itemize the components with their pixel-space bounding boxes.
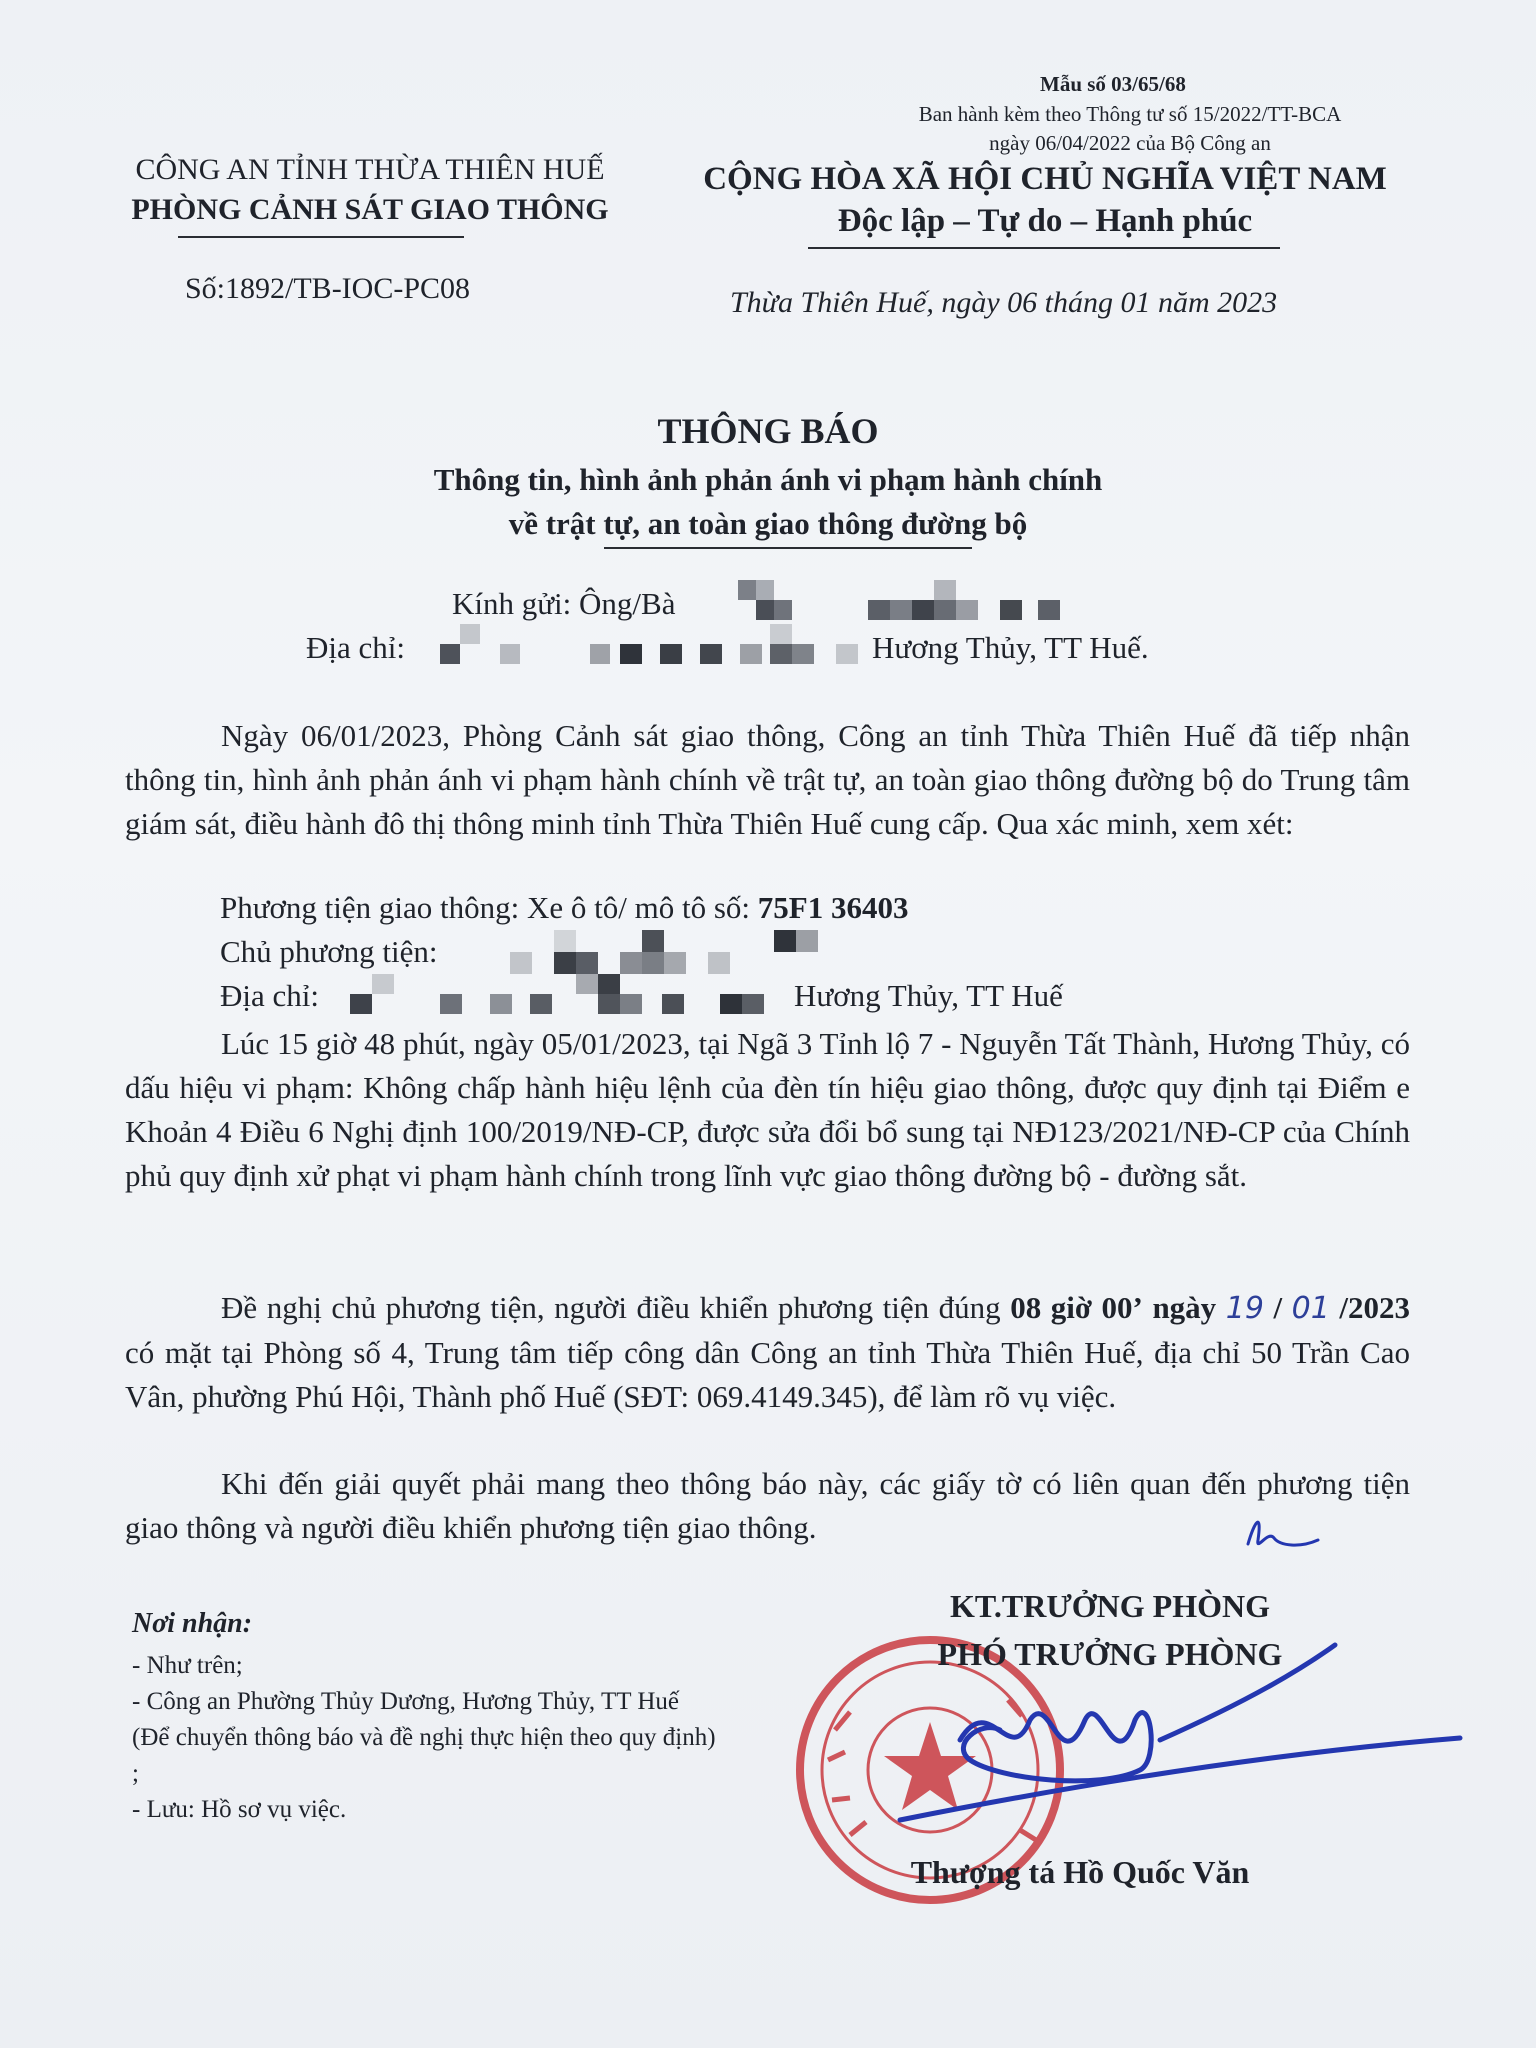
document-number: Số:1892/TB-IOC-PC08 (185, 272, 471, 305)
owner-label: Chủ phương tiện: (220, 934, 438, 969)
nation-name: CỘNG HÒA XÃ HỘI CHỦ NGHĨA VIỆT NAM (703, 161, 1387, 197)
greeting-label: Kính gửi: Ông/Bà (452, 586, 676, 621)
handwritten-initial-mark (1248, 1522, 1318, 1545)
vehicle-label: Phương tiện giao thông: Xe ô tô/ mô tô số: (220, 890, 758, 925)
form-code: Mẫu số 03/65/68 (1040, 72, 1186, 96)
document-title: THÔNG BÁO (657, 411, 879, 451)
national-motto: Độc lập – Tự do – Hạnh phúc (837, 203, 1253, 239)
form-issued-line-2: ngày 06/04/2022 của Bộ Công an (989, 131, 1271, 155)
paragraph-requirements: Khi đến giải quyết phải mang theo thông báo này, các giấy tờ có liên quan đến phương tiện giao thông và người điều khiển phương tiện giao thông. (125, 1466, 1410, 1545)
recipient-item-2: - Công an Phường Thủy Dương, Hương Thủy, TT Huế (Để chuyển thông báo và đề nghị thực hiện theo quy định) ; (132, 1688, 716, 1787)
summons-date-separator: / (1273, 1290, 1283, 1325)
owner-address-visible-part: Hương Thủy, TT Huế (794, 978, 1063, 1013)
summons-year: /2023 (1339, 1290, 1410, 1325)
subtitle-line-1: Thông tin, hình ảnh phản ánh vi phạm hành chính (433, 462, 1103, 497)
place-and-date: Thừa Thiên Huế, ngày 06 tháng 01 năm 2023 (730, 286, 1278, 319)
summons-text-rest: có mặt tại Phòng số 4, Trung tâm tiếp công dân Công an tỉnh Thừa Thiên Huế, địa chỉ 50 Trần Cao Vân, phường Phú Hội, Thành phố Huế (SĐT: 069.4149.345), để làm rõ vụ việc. (125, 1335, 1410, 1414)
vehicle-plate: 75F1 36403 (757, 890, 909, 925)
summons-day-handwritten: 19 (1225, 1291, 1264, 1326)
address-visible-part: Hương Thủy, TT Huế. (872, 630, 1149, 665)
recipients-heading: Nơi nhận: (132, 1608, 253, 1639)
signature-title-2: PHÓ TRƯỞNG PHÒNG (937, 1636, 1283, 1672)
summons-text-start: Đề nghị chủ phương tiện, người điều khiển phương tiện đúng (221, 1290, 1011, 1325)
signer-name: Thượng tá Hồ Quốc Văn (910, 1854, 1250, 1890)
agency-parent: CÔNG AN TỈNH THỪA THIÊN HUẾ (135, 153, 605, 186)
summons-day-label: ngày (1152, 1290, 1217, 1325)
form-issued-line-1: Ban hành kèm theo Thông tư số 15/2022/TT-BCA (918, 102, 1342, 126)
owner-address-label: Địa chỉ: (220, 978, 319, 1013)
summons-month-handwritten: 01 (1291, 1291, 1330, 1326)
agency-name: PHÒNG CẢNH SÁT GIAO THÔNG (131, 193, 609, 226)
signature-title-1: KT.TRƯỞNG PHÒNG (950, 1588, 1270, 1624)
recipient-item-3: - Lưu: Hồ sơ vụ việc. (132, 1796, 347, 1823)
paragraph-intro: Ngày 06/01/2023, Phòng Cảnh sát giao thông, Công an tỉnh Thừa Thiên Huế đã tiếp nhận thông tin, hình ảnh phản ánh vi phạm hành chính về trật tự, an toàn giao thông đường bộ do Trung tâm giám sát, điều hành đô thị thông minh tỉnh Thừa Thiên Huế cung cấp. Qua xác minh, xem xét: (125, 718, 1410, 841)
summons-time: 08 giờ 00’ (1010, 1290, 1143, 1325)
recipient-item-1: - Như trên; (132, 1652, 243, 1679)
paragraph-violation: Lúc 15 giờ 48 phút, ngày 05/01/2023, tại Ngã 3 Tỉnh lộ 7 - Nguyễn Tất Thành, Hương Thủy, có dấu hiệu vi phạm: Không chấp hành hiệu lệnh của đèn tín hiệu giao thông, được quy định tại Điểm e Khoản 4 Điều 6 Nghị định 100/2019/NĐ-CP, được sửa đổi bổ sung tại NĐ123/2021/NĐ-CP của Chính phủ quy định xử phạt vi phạm hành chính trong lĩnh vực giao thông đường bộ - đường sắt. (125, 1026, 1410, 1193)
subtitle-line-2: về trật tự, an toàn giao thông đường bộ (508, 506, 1028, 541)
address-label: Địa chỉ: (306, 630, 405, 665)
